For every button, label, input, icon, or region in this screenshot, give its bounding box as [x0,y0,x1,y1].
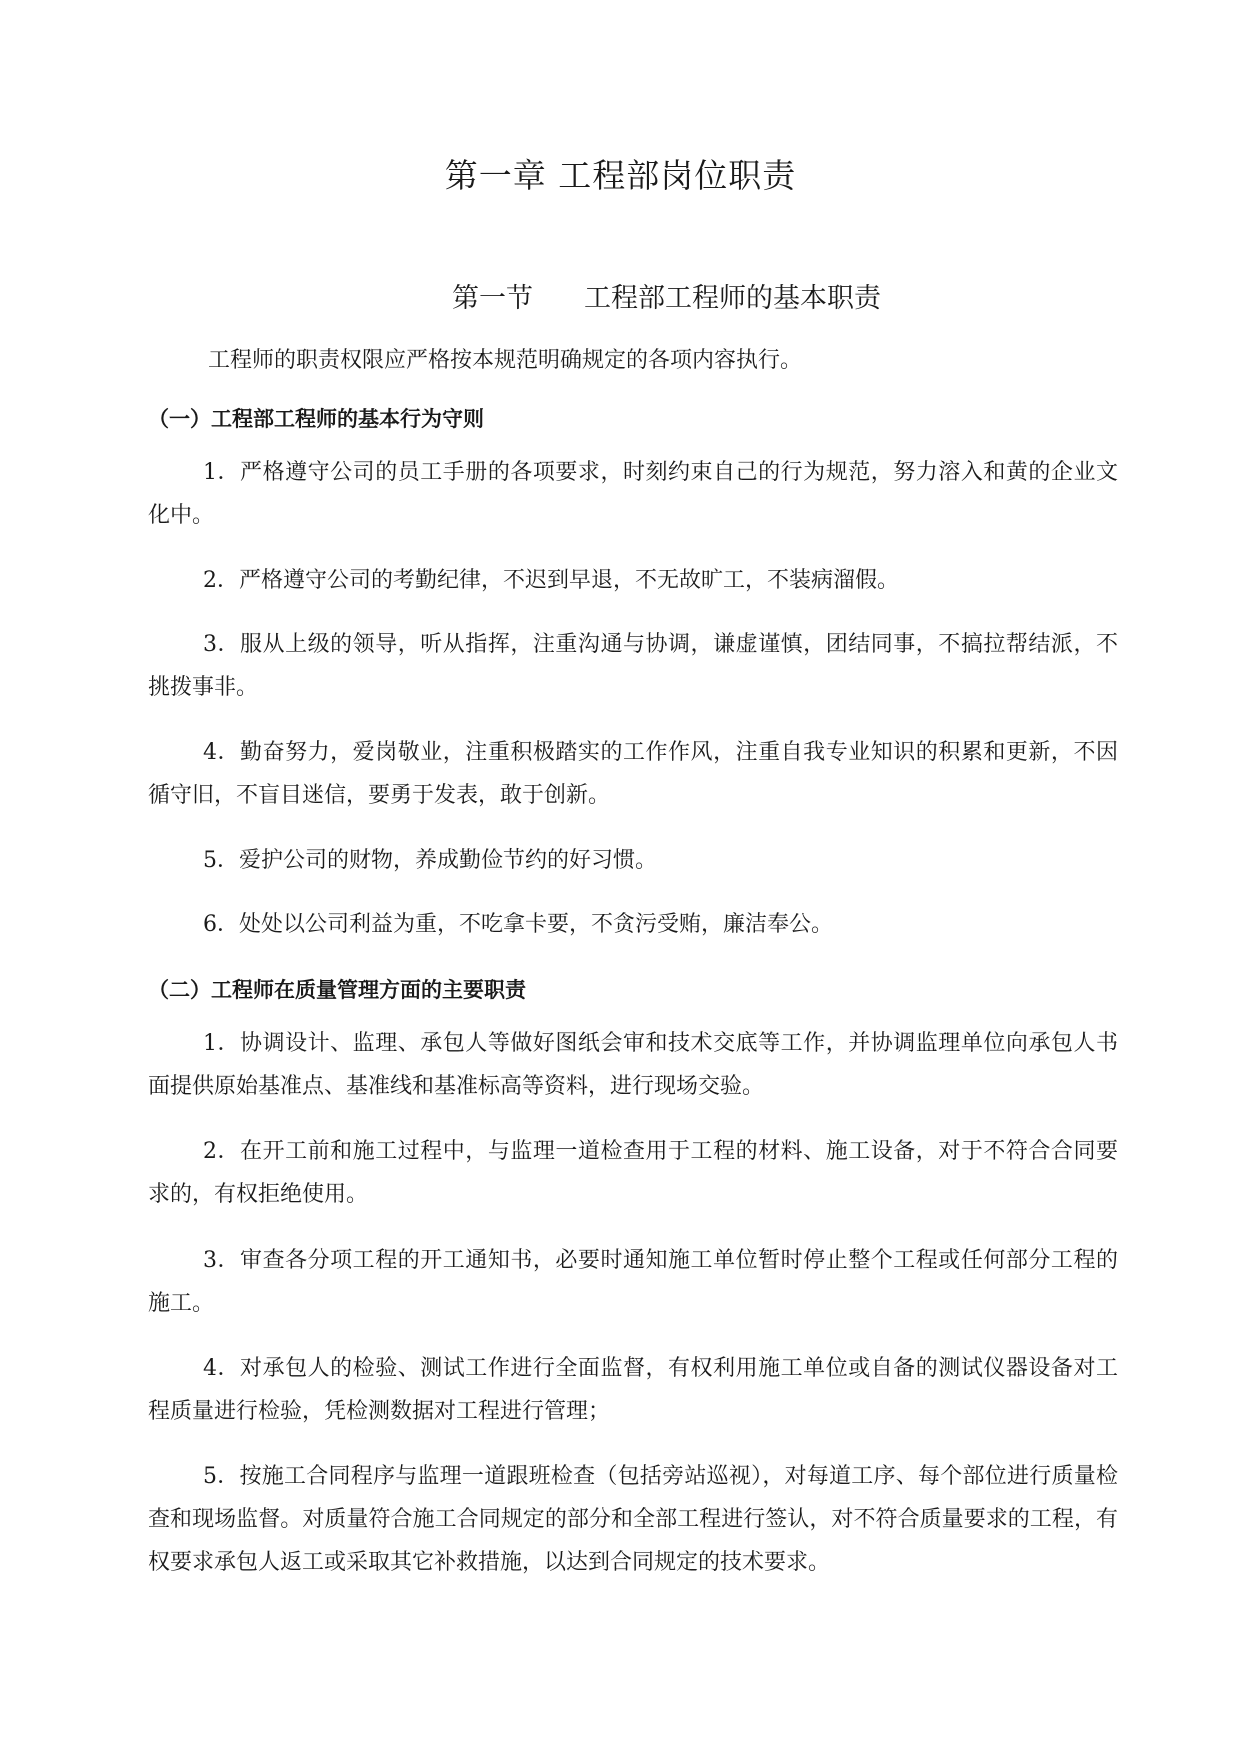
part1-item-6: 6．处处以公司利益为重，不吃拿卡要，不贪污受贿，廉洁奉公。 [203,912,833,937]
part2-item-4: 4．对承包人的检验、测试工作进行全面监督，有权利用施工单位或自备的测试仪器设备对工程质量进行检验，凭检测数据对工程进行管理； [148,1356,1118,1424]
section-title [452,276,881,315]
part1-item-3: 3．服从上级的领导，听从指挥，注重沟通与协调，谦虚谨慎，团结同事，不搞拉帮结派，不挑拨事非。 [148,632,1118,700]
chapter-title: 第一章 工程部岗位职责 [444,156,797,195]
section-title-text: 工程部工程师的基本职责 [584,283,881,314]
part1-item-1: 1．严格遵守公司的员工手册的各项要求，时刻约束自己的行为规范，努力溶入和黄的企业文化中。 [148,460,1118,528]
intro-paragraph: 工程师的职责权限应严格按本规范明确规定的各项内容执行。 [208,348,803,373]
part1-item-5: 5．爱护公司的财物，养成勤俭节约的好习惯。 [203,848,657,873]
part2-item-2: 2．在开工前和施工过程中，与监理一道检查用于工程的材料、施工设备，对于不符合合同要求的，有权拒绝使用。 [148,1139,1118,1207]
part1-item-4: 4．勤奋努力，爱岗敬业，注重积极踏实的工作作风，注重自我专业知识的积累和更新，不因循守旧，不盲目迷信，要勇于发表，敢于创新。 [148,740,1118,808]
section-number: 第一节 [452,283,533,314]
part2-heading: （二）工程师在质量管理方面的主要职责 [148,978,526,1002]
part2-item-3: 3．审查各分项工程的开工通知书，必要时通知施工单位暂时停止整个工程或任何部分工程的施工。 [148,1248,1118,1316]
part2-item-5: 5．按施工合同程序与监理一道跟班检查（包括旁站巡视），对每道工序、每个部位进行质量检查和现场监督。对质量符合施工合同规定的部分和全部工程进行签认，对不符合质量要求的工程，有权要求承包人返工或采取其它补救措施，以达到合同规定的技术要求。 [148,1464,1118,1575]
part2-item-1: 1．协调设计、监理、承包人等做好图纸会审和技术交底等工作，并协调监理单位向承包人书面提供原始基准点、基准线和基准标高等资料，进行现场交验。 [148,1031,1118,1099]
part1-item-2: 2．严格遵守公司的考勤纪律，不迟到早退，不无故旷工，不装病溜假。 [203,568,899,593]
part1-heading: （一）工程部工程师的基本行为守则 [148,407,484,431]
